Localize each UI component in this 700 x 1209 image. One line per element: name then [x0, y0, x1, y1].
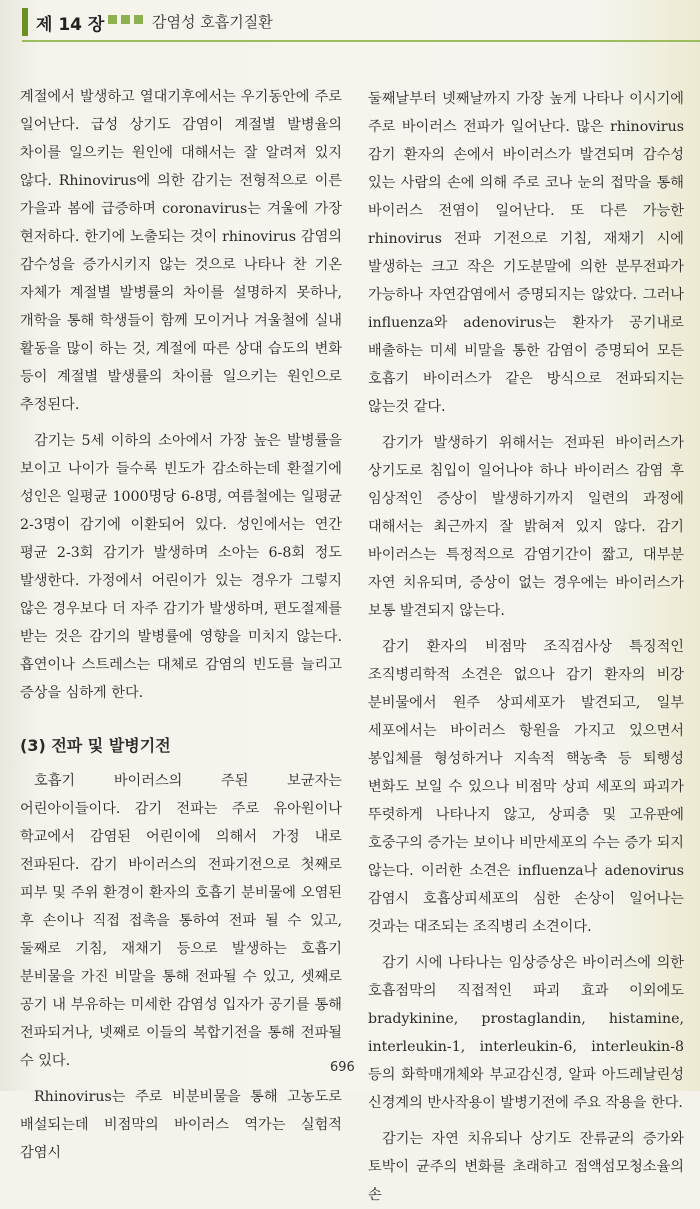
right-paragraph-3: 감기 환자의 비점막 조직검사상 특징적인 조직병리학적 소견은 없으나 감기 환자의 비강 분비물에서 원주 상피세포가 발견되고, 일부 세포에서는 바이러스 항원을 가지고 있으면서 봉입체를 형성하거나 지속적 핵농축 등 퇴행성 변화도 보일 수 있으나 비점막 상피 세포의 파괴가 뚜렷하게 나타나지 않고, 상피층 및 고유판에 호중구의 증가는 보이나 비만세포의 수는 증가 되지 않는다. 이러한 소견은 influenza나 adenovirus 감염시 호흡상피세포의 심한 손상이 일어나는 것과는 대조되는 조직병리 소견이다. — [368, 639, 684, 935]
right-paragraph-5: 감기는 자연 치유되나 상기도 잔류균의 증가와 토박이 균주의 변화를 초래하고 점액섬모청소율의 손 — [368, 1131, 684, 1203]
header-rule — [22, 40, 700, 42]
right-column — [368, 85, 684, 1209]
right-paragraph-1: 둘째날부터 넷째날까지 가장 높게 나타나 이시기에 주로 바이러스 전파가 일어난다. 많은 rhinovirus 감기 환자의 손에서 바이러스가 발견되며 감수성 있는 사람의 손에 의해 주로 코나 눈의 접막을 통해 바이러스 전염이 일어난다. 또 다른 가능한 rhinovirus 전파 기전으로 기침, 재채기 시에 발생하는 크고 작은 기도분말에 의한 분무전파가 가능하나 자연감염에서 증명되지는 않았다. 그러나 influenza와 adenovirus는 환자가 공기내로 배출하는 미세 비말을 통한 감염이 증명되어 모든 호흡기 바이러스가 같은 방식으로 전파되지는 않는것 같다. — [368, 91, 684, 415]
left-paragraph-4: Rhinovirus는 주로 비분비물을 통해 고농도로 배설되는데 비점막의 바이러스 역가는 실험적 감염시 — [20, 1089, 342, 1161]
left-paragraph-2: 감기는 5세 이하의 소아에서 가장 높은 발병률을 보이고 나이가 들수록 빈도가 감소하는데 환절기에 성인은 일평균 1000명당 6-8명, 여름철에는 일평균 2-3명이 감기에 이환되어 있다. 성인에서는 연간 평균 2-3회 감기가 발생하며 소아는 6-8회 정도 발생한다. 가정에서 어린이가 있는 경우가 그렇지 않은 경우보다 더 자주 감기가 발생하며, 편도절제를 받는 것은 감기의 발병률에 영향을 미치지 않는다. 흡연이나 스트레스는 대체로 감염의 빈도를 늘리고 증상을 심하게 한다. — [20, 433, 342, 701]
header-decorative-squares — [108, 15, 143, 24]
left-paragraph-1: 계절에서 발생하고 열대기후에서는 우기동안에 주로 일어난다. 급성 상기도 감염이 계절별 발병율의 차이를 일으키는 원인에 대해서는 잘 알려져 있지 않다. Rhinovirus에 의한 감기는 전형적으로 이른 가을과 봄에 급증하며 coronavirus는 겨울에 가장 현저하다. 한기에 노출되는 것이 rhinovirus 감염의 감수성을 증가시키지 않는 것으로 나타나 찬 기온 자체가 계절별 발병률의 차이를 설명하지 못하나, 개학을 통해 학생들이 함께 모이거나 겨울철에 실내 활동을 많이 하는 것, 계절에 따른 상대 습도의 변화 등이 계절별 발생률의 차이를 일으키는 원인으로 추정된다. — [20, 89, 342, 413]
page-number: 696 — [330, 1060, 355, 1075]
decor-square — [121, 15, 130, 24]
header-accent-bar — [22, 8, 28, 36]
section-heading: (3) 전파 및 발병기전 — [20, 736, 171, 755]
chapter-title: 감염성 호흡기질환 — [152, 13, 273, 31]
running-header — [0, 0, 700, 44]
decor-square — [134, 15, 143, 24]
right-paragraph-4: 감기 시에 나타나는 임상증상은 바이러스에 의한 호흡점막의 직접적인 파괴 효과 이외에도 bradykinine, prostaglandin, histamine, interleukin-1, interleukin-6, interleukin-8 등의 화학매개체와 부교감신경, 알파 아드레날린성 신경계의 반사작용이 발병기전에 주요 작용을 한다. — [368, 955, 684, 1111]
left-paragraph-3: 호흡기 바이러스의 주된 보균자는 어린아이들이다. 감기 전파는 주로 유아원이나 학교에서 감염된 어린이에 의해서 가정 내로 전파된다. 감기 바이러스의 전파기전으로 첫째로 피부 및 주위 환경이 환자의 호흡기 분비물에 오염된 후 손이나 직접 접촉을 통하여 전파 될 수 있고, 둘째로 기침, 재채기 등으로 발생하는 호흡기 분비물을 가진 비말을 통해 전파될 수 있고, 셋째로 공기 내 부유하는 미세한 감염성 입자가 공기를 통해 전파되거나, 넷째로 이들의 복합기전을 통해 전파될 수 있다. — [20, 773, 342, 1069]
left-column — [20, 83, 342, 1167]
decor-square — [108, 15, 117, 24]
right-paragraph-2: 감기가 발생하기 위해서는 전파된 바이러스가 상기도로 침입이 일어나야 하나 바이러스 감염 후 임상적인 증상이 발생하기까지 일련의 과정에 대해서는 최근까지 잘 밝혀져 있지 않다. 감기 바이러스는 특정적으로 감염기간이 짧고, 대부분 자연 치유되며, 증상이 없는 경우에는 바이러스가 보통 발견되지 않는다. — [368, 435, 684, 619]
chapter-label: 제 14 장 — [36, 15, 105, 35]
